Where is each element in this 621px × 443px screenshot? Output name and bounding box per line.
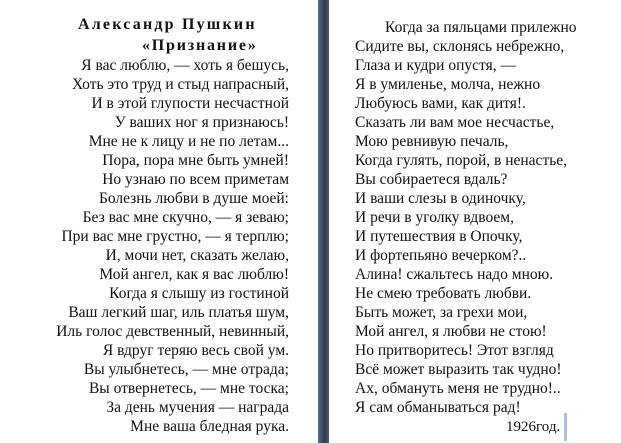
verse-line: При вас мне грустно, — я терплю; bbox=[61, 228, 289, 245]
verse-line: Иль голос девственный, невинный, bbox=[56, 323, 289, 340]
poem-author: Александр Пушкин bbox=[78, 16, 257, 33]
verse-line: Без вас мне скучно, — я зеваю; bbox=[82, 209, 289, 226]
verse-line: Мне ваша бледная рука. bbox=[130, 418, 289, 435]
verse-line: У ваших ног я признаюсь! bbox=[114, 114, 289, 131]
column-divider bbox=[318, 0, 329, 443]
verse-line: Вы собираетеся вдаль? bbox=[355, 171, 508, 188]
verse-line: Я вас люблю, — хоть я бешусь, bbox=[81, 57, 289, 74]
verse-line: И фортепьяно вечерком?.. bbox=[355, 247, 527, 264]
verse-line: Всё может выразить так чудно! bbox=[355, 361, 562, 378]
verse-line: Когда гулять, порой, в ненастье, bbox=[355, 152, 568, 169]
verse-line: Я в умиленье, молча, нежно bbox=[355, 76, 541, 93]
verse-line: И речи в уголку вдвоем, bbox=[355, 209, 514, 226]
verse-line: Вы улыбнетесь, — мне отрада; bbox=[83, 361, 289, 378]
verse-line: Ах, обмануть меня не трудно!.. bbox=[355, 380, 561, 397]
verse-line: Мою ревнивую печаль, bbox=[355, 133, 509, 150]
text-cursor bbox=[564, 413, 567, 441]
verse-line: Когда я слышу из гостиной bbox=[109, 285, 289, 302]
right-column bbox=[333, 0, 621, 443]
verse-line: Любуюсь вами, как дитя!. bbox=[355, 95, 526, 112]
verse-line: И ваши слезы в одиночку, bbox=[355, 190, 526, 207]
verse-line: Сидите вы, склонясь небрежно, bbox=[355, 38, 565, 55]
verse-line: Но притворитесь! Этот взгляд bbox=[355, 342, 554, 359]
verse-line: И путешествия в Опочку, bbox=[355, 228, 523, 245]
verse-line: Алина! сжальтесь надо мною. bbox=[355, 266, 554, 283]
verse-line: Мне не к лицу и не по летам... bbox=[88, 133, 289, 150]
verse-line: Болезнь любви в душе моей: bbox=[98, 190, 289, 207]
verse-line: Мой ангел, как я вас люблю! bbox=[99, 266, 289, 283]
verse-line: За день мучения — награда bbox=[106, 399, 289, 416]
verse-line: И, мочи нет, сказать желаю, bbox=[105, 247, 289, 264]
left-column bbox=[0, 0, 297, 443]
verse-line: Не смею требовать любви. bbox=[355, 285, 532, 302]
verse-line: Когда за пяльцами прилежно bbox=[385, 19, 577, 36]
verse-line: Я вдруг теряю весь свой ум. bbox=[102, 342, 289, 359]
verse-line: Ваш легкий шаг, иль платья шум, bbox=[68, 304, 289, 321]
verse-line: И в этой глупости несчастной bbox=[91, 95, 289, 112]
verse-line: Глаза и кудри опустя, — bbox=[355, 57, 516, 74]
verse-line: Хоть это труд и стыд напрасный, bbox=[71, 76, 289, 93]
poem-title: «Признание» bbox=[142, 37, 258, 54]
verse-line: Быть может, за грехи мои, bbox=[355, 304, 528, 321]
verse-line: Мой ангел, я любви не стою! bbox=[355, 323, 547, 340]
verse-line: Вы отвернетесь, — мне тоска; bbox=[88, 380, 289, 397]
verse-line: Пора, пора мне быть умней! bbox=[102, 152, 289, 169]
verse-line: Я сам обманываться рад! bbox=[355, 399, 521, 416]
poem-date: 1926год. bbox=[506, 419, 561, 435]
verse-line: Но узнаю по всем приметам bbox=[102, 171, 289, 188]
verse-line: Сказать ли вам мое несчастье, bbox=[355, 114, 555, 131]
